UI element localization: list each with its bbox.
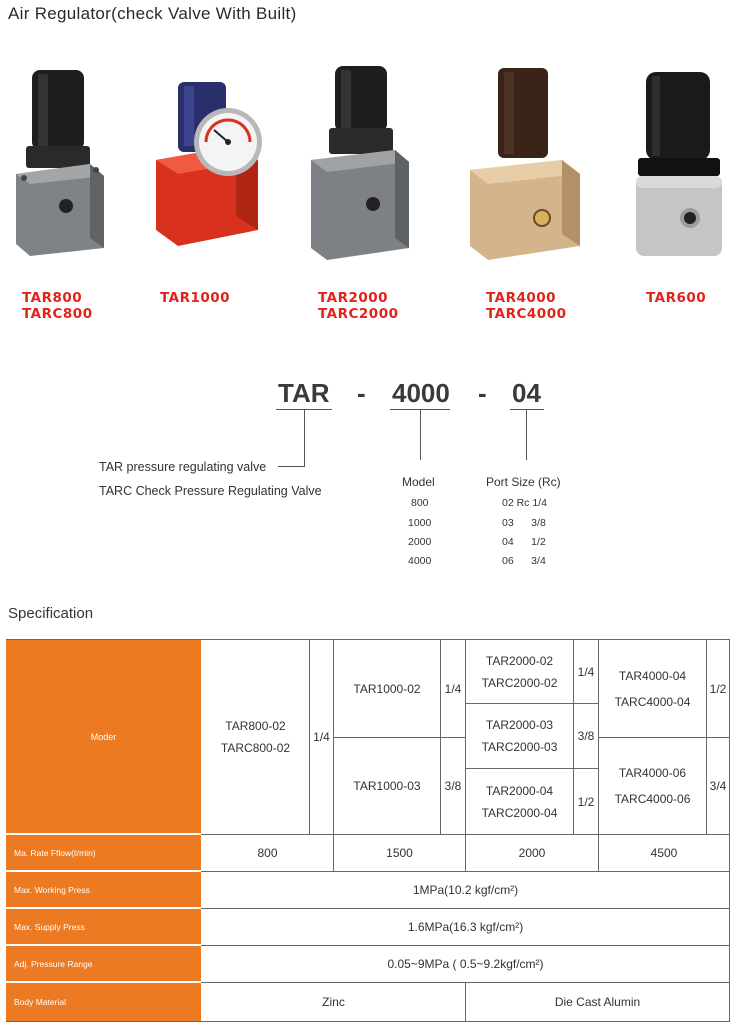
product-image-tar4000 xyxy=(466,66,584,262)
code-separator: - xyxy=(357,378,366,408)
material-zinc: Zinc xyxy=(322,995,345,1009)
product-label-tar1000 xyxy=(160,290,230,306)
model-code-check: TARC4000 xyxy=(486,306,567,322)
model-option: 800 xyxy=(411,497,429,509)
model-code: TAR800 xyxy=(22,290,83,306)
port-cell: 3/8 xyxy=(444,779,462,793)
model-number: TAR2000-02 xyxy=(485,653,554,668)
port-cell: 1/4 xyxy=(313,730,330,744)
flow-value: 1500 xyxy=(386,846,413,860)
model-column-heading: Model xyxy=(402,475,435,489)
spec-heading: Specification xyxy=(8,605,94,622)
row-label-body-material: Body Material xyxy=(6,983,201,1021)
flow-value: 4500 xyxy=(650,846,678,860)
model-option: 2000 xyxy=(408,536,432,548)
model-number: TARC4000-04 xyxy=(614,694,691,709)
port-cell: 1/2 xyxy=(577,794,595,809)
model-code-check: TARC800 xyxy=(22,306,93,322)
model-cell-tar2000 xyxy=(466,704,573,768)
port-option: 06 3/4 xyxy=(502,555,546,567)
port-cell: 1/4 xyxy=(577,664,595,679)
model-code: TAR1000 xyxy=(160,290,231,306)
port-cell: 1/4 xyxy=(444,681,462,696)
product-label-tar800 xyxy=(22,290,93,322)
product-label-tar2000 xyxy=(318,290,399,322)
model-option: 4000 xyxy=(408,555,432,567)
row-label-working-press: Max. Working Press xyxy=(6,872,201,907)
model-number: TARC800-02 xyxy=(220,741,291,755)
model-cell-tar800 xyxy=(202,640,309,834)
port-option: 04 1/2 xyxy=(502,536,546,548)
model-code: TAR600 xyxy=(646,290,707,306)
row-label-model: Moder xyxy=(6,640,201,833)
product-label-tar600 xyxy=(646,290,706,306)
code-port-underline xyxy=(510,409,544,410)
supply-press-value: 1.6MPa(16.3 kgf/cm²) xyxy=(407,920,524,934)
model-number: TARC4000-06 xyxy=(614,792,691,806)
working-press-value: 1MPa(10.2 kgf/cm²) xyxy=(412,883,519,897)
model-code: TAR2000 xyxy=(318,290,389,306)
model-number: TAR4000-06 xyxy=(618,766,687,780)
product-label-tar4000 xyxy=(486,290,567,322)
product-image-tar800 xyxy=(10,66,110,256)
model-cell-tar2000 xyxy=(466,640,573,703)
table-border xyxy=(6,1021,730,1022)
table-border xyxy=(729,639,730,1022)
port-option: 02 Rc 1/4 xyxy=(502,497,547,509)
flow-value: 800 xyxy=(257,846,278,860)
code-port: 04 xyxy=(512,378,541,408)
model-number: TAR2000-03 xyxy=(485,718,554,732)
model-number: TARC2000-02 xyxy=(481,675,558,690)
model-cell-tar4000 xyxy=(599,738,706,834)
code-prefix: TAR xyxy=(278,378,330,408)
port-cell: 1/2 xyxy=(709,681,727,696)
page-title: Air Regulator(check Valve With Built) xyxy=(8,4,297,23)
row-label-supply-press: Max. Supply Press xyxy=(6,909,201,944)
model-cell-tar1000: TAR1000-03 xyxy=(353,779,421,793)
model-code-check: TARC2000 xyxy=(318,306,399,322)
desc-tar: TAR pressure regulating valve xyxy=(99,460,267,474)
port-option: 03 3/8 xyxy=(502,517,546,529)
code-model: 4000 xyxy=(392,378,450,408)
row-label-flow: Ma. Rate Fflow(ℓ/min) xyxy=(6,835,201,870)
model-number: TAR800-02 xyxy=(225,719,286,733)
port-cell: 3/8 xyxy=(577,729,595,743)
model-number: TAR4000-04 xyxy=(618,668,687,683)
port-column-heading: Port Size (Rc) xyxy=(486,475,561,489)
model-option: 1000 xyxy=(408,517,432,529)
model-cell-tar1000: TAR1000-02 xyxy=(353,681,421,696)
leader-line xyxy=(526,410,527,460)
adj-range-value: 0.05~9MPa ( 0.5~9.2kgf/cm²) xyxy=(387,957,544,971)
leader-line xyxy=(304,410,305,466)
model-number: TARC2000-03 xyxy=(481,740,558,754)
model-cell-tar4000 xyxy=(599,640,706,737)
model-number: TARC2000-04 xyxy=(481,805,558,820)
material-alumin: Die Cast Alumin xyxy=(554,995,641,1009)
flow-value: 2000 xyxy=(518,846,546,860)
leader-line xyxy=(420,410,421,460)
code-separator: - xyxy=(478,378,487,408)
model-number: TAR2000-04 xyxy=(485,783,554,798)
model-code: TAR4000 xyxy=(486,290,557,306)
leader-line xyxy=(278,466,305,467)
row-label-adj-range: Adj. Pressure Range xyxy=(6,946,201,981)
product-image-tar600 xyxy=(632,70,728,260)
model-cell-tar2000 xyxy=(466,769,573,834)
desc-tarc: TARC Check Pressure Regulating Valve xyxy=(99,484,322,498)
port-cell: 3/4 xyxy=(709,779,727,793)
product-image-tar1000 xyxy=(148,80,268,248)
product-image-tar2000 xyxy=(305,64,415,260)
